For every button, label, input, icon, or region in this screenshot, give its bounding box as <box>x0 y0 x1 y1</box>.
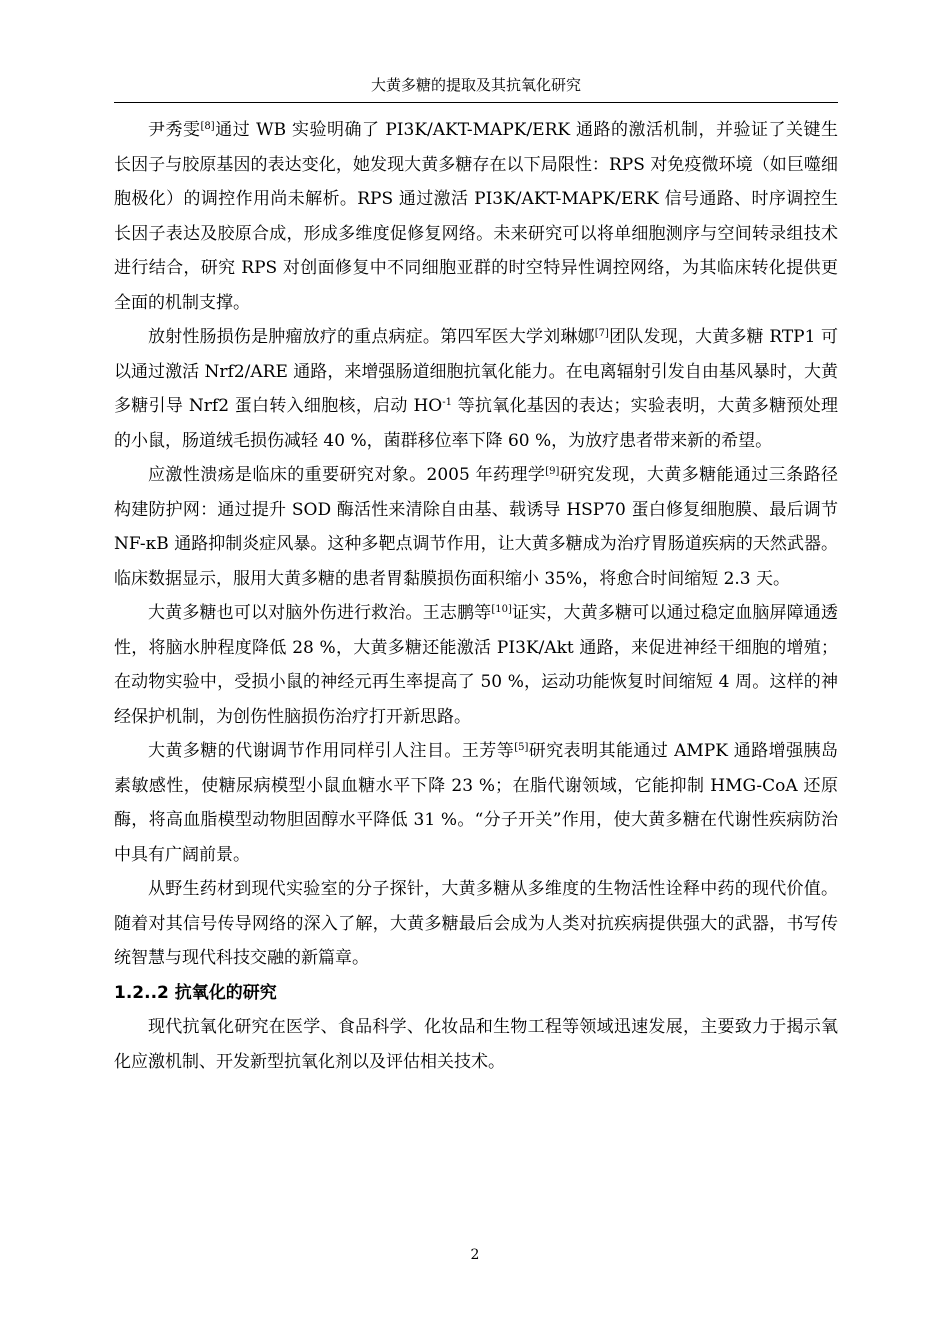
paragraph-antioxidant-intro: 现代抗氧化研究在医学、食品科学、化妆品和生物工程等领域迅速发展，主要致力于揭示氧化应激机制、开发新型抗氧化剂以及评估相关技术。 <box>114 1017 838 1072</box>
paragraph-text: 放射性肠损伤是肿瘤放疗的重点病症。第四军医大学刘琳娜 <box>148 327 595 347</box>
page-number: 2 <box>470 1247 480 1263</box>
paragraph-metabolic-regulation <box>114 734 838 872</box>
paragraph-text: 从野生药材到现代实验室的分子探针，大黄多糖从多维度的生物活性诠释中药的现代价值。随着对其信号传导网络的深入了解，大黄多糖最后会成为人类对抗疾病提供强大的武器，书写传统智慧与现代科技交融的新篇章。 <box>114 879 838 968</box>
paragraph-text: 研究表明其能通过 AMPK 通路增强胰岛素敏感性，使糖尿病模型小鼠血糖水平下降 23 %；在脂代谢领域，它能抑制 HMG-CoA 还原酶，将高血脂模型动物胆固醇水平降低 31 %。“分子开关”作用，使大黄多糖在代谢性疾病防治中具有广阔前景。 <box>114 741 838 865</box>
paragraph-text: 证实，大黄多糖可以通过稳定血脑屏障通透性，将脑水肿程度降低 28 %，大黄多糖还能激活 PI3K/Akt 通路，来促进神经干细胞的增殖；在动物实验中，受损小鼠的神经元再生率提高了 50 %，运动功能恢复时间缩短 4 周。这样的神经保护机制，为创伤性脑损伤治疗打开新思路。 <box>114 603 839 727</box>
paragraph-text: 尹秀雯 <box>148 120 201 140</box>
citation-ref: [9] <box>545 466 560 477</box>
superscript-text: -1 <box>442 397 452 408</box>
paragraph-conclusion <box>114 872 838 976</box>
paragraph-text: 大黄多糖的代谢调节作用同样引人注目。王芳等 <box>148 741 515 761</box>
citation-ref: [7] <box>594 328 609 339</box>
paragraph-text: 通过 WB 实验明确了 PI3K/AKT-MAPK/ERK 通路的激活机制，并验证了关键生长因子与胶原基因的表达变化，她发现大黄多糖存在以下局限性：RPS 对免疫微环境（如巨噬细胞极化）的调控作用尚未解析。RPS 通过激活 PI3K/AKT-MAPK/ERK 信号通路、时序调控生长因子表达及胶原合成，形成多维度促修复网络。未来研究可以将单细胞测序与空间转录组技术进行结合，研究 RPS 对创面修复中不同细胞亚群的时空特异性调控网络，为其临床转化提供更全面的机制支撑。 <box>114 120 839 313</box>
paragraph-brain-injury <box>114 596 838 734</box>
page-header-title: 大黄多糖的提取及其抗氧化研究 <box>370 76 581 94</box>
paragraph-text: 团队发现，大黄多糖 RTP1 可以通过激活 Nrf2/ARE 通路，来增强肠道细胞抗氧化能力。在电离辐射引发自由基风暴时，大黄多糖引导 Nrf2 蛋白转入细胞核，启动 HO <box>114 327 839 416</box>
document-body <box>114 113 838 1079</box>
header-divider <box>114 102 838 103</box>
section-heading: 1.2..2 抗氧化的研究 <box>114 982 277 1003</box>
paragraph-text: 应激性溃疡是临床的重要研究对象。2005 年药理学 <box>148 465 546 485</box>
paragraph-radiation-injury <box>114 320 838 458</box>
citation-ref: [10] <box>491 604 512 615</box>
paragraph-text: 研究发现，大黄多糖能通过三条路径构建防护网：通过提升 SOD 酶活性来清除自由基、载诱导 HSP70 蛋白修复细胞膜、最后调节 NF-κB 通路抑制炎症风暴。这种多靶点调节作用，让大黄多糖成为治疗胃肠道疾病的天然武器。临床数据显示，服用大黄多糖的患者胃黏膜损伤面积缩小 35%，将愈合时间缩短 2.3 天。 <box>114 465 839 589</box>
citation-ref: [5] <box>514 742 529 753</box>
citation-ref: [8] <box>200 121 215 132</box>
paragraph-stress-ulcer <box>114 458 838 596</box>
paragraph-text: 大黄多糖也可以对脑外伤进行救治。王志鹏等 <box>148 603 492 623</box>
paragraph-wound-repair <box>114 113 838 320</box>
paragraph-text: 等抗氧化基因的表达；实验表明，大黄多糖预处理的小鼠，肠道绒毛损伤减轻 40 %，菌群移位率下降 60 %，为放疗患者带来新的希望。 <box>114 396 838 451</box>
